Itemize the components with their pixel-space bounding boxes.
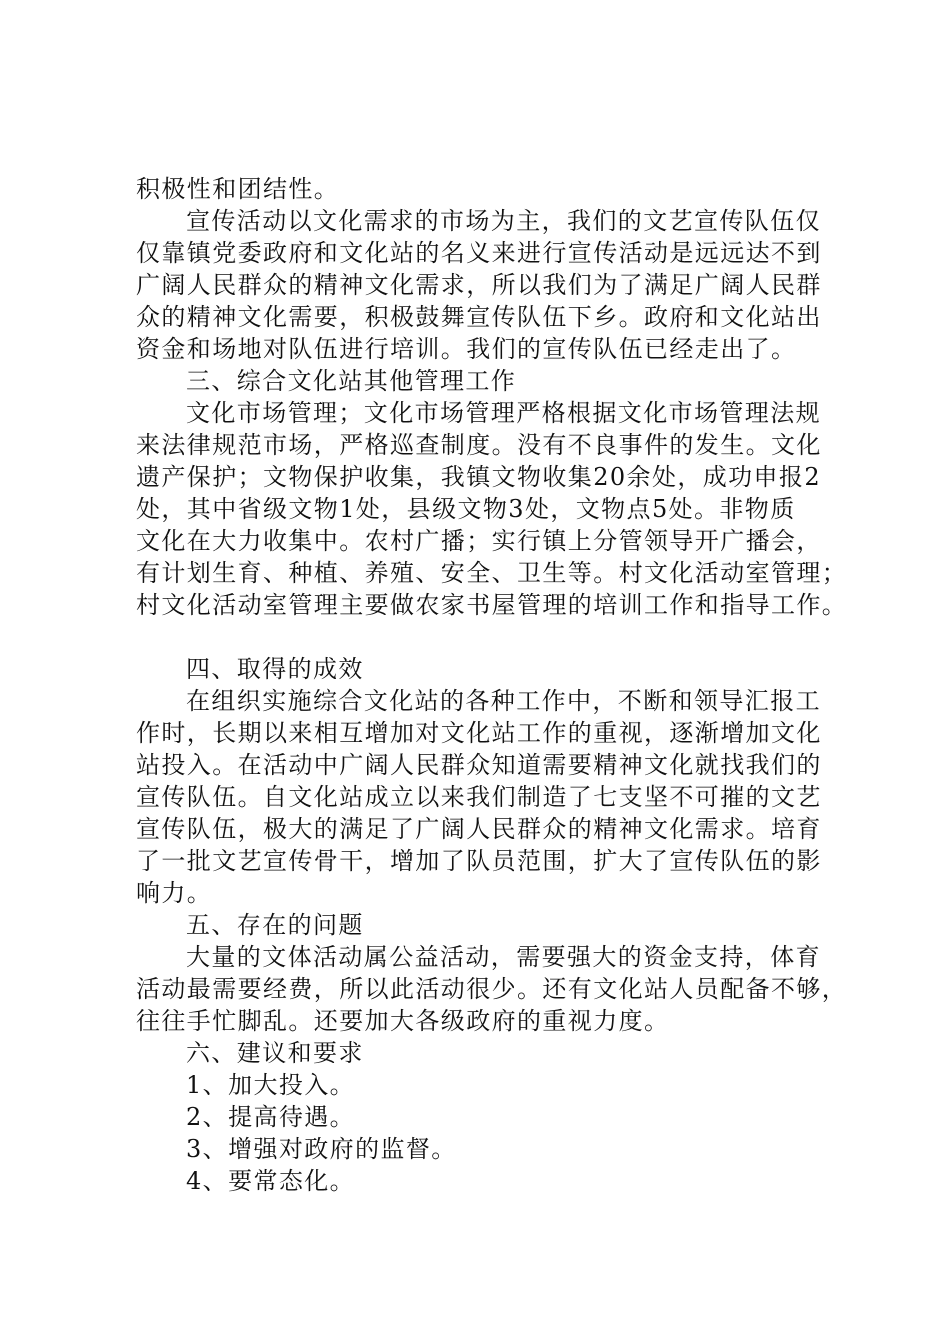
body-text-line: 宣传队伍。自文化站成立以来我们制造了七支坚不可摧的文艺 [136,783,822,811]
body-text-line: 广阔人民群众的精神文化需求，所以我们为了满足广阔人民群 [136,271,822,299]
section-heading-3: 三、综合文化站其他管理工作 [186,367,517,395]
body-text-line: 众的精神文化需要，积极鼓舞宣传队伍下乡。政府和文化站出 [136,303,822,331]
paragraph-first-line: 文化市场管理；文化市场管理严格根据文化市场管理法规 [186,399,821,427]
body-text-line: 村文化活动室管理主要做农家书屋管理的培训工作和指导工作。 [136,591,848,619]
body-text-line: 作时，长期以来相互增加对文化站工作的重视，逐渐增加文化 [136,719,822,747]
list-item: 2、提高待遇。 [186,1103,356,1131]
body-text-line: 站投入。在活动中广阔人民群众知道需要精神文化就找我们的 [136,751,822,779]
body-text-line: 积极性和团结性。 [136,175,340,203]
body-text-line: 有计划生育、种植、养殖、安全、卫生等。村文化活动室管理； [136,559,848,587]
paragraph-first-line: 在组织实施综合文化站的各种工作中，不断和领导汇报工 [186,687,821,715]
body-text-line: 仅靠镇党委政府和文化站的名义来进行宣传活动是远远达不到 [136,239,822,267]
section-heading-4: 四、取得的成效 [186,655,364,683]
paragraph-first-line: 大量的文体活动属公益活动，需要强大的资金支持，体育 [186,943,821,971]
paragraph-first-line: 宣传活动以文化需求的市场为主，我们的文艺宣传队伍仅 [186,207,821,235]
body-text-line: 活动最需要经费，所以此活动很少。还有文化站人员配备不够， [136,975,848,1003]
list-item: 1、加大投入。 [186,1071,356,1099]
body-text-line: 往往手忙脚乱。还要加大各级政府的重视力度。 [136,1007,670,1035]
body-text-line: 响力。 [136,879,213,907]
body-text-line: 文化在大力收集中。农村广播；实行镇上分管领导开广播会， [136,527,822,555]
body-text-line: 了一批文艺宣传骨干，增加了队员范围，扩大了宣传队伍的影 [136,847,822,875]
section-heading-5: 五、存在的问题 [186,911,364,939]
body-text-line: 来法律规范市场，严格巡查制度。没有不良事件的发生。文化 [136,431,822,459]
body-text-line: 资金和场地对队伍进行培训。我们的宣传队伍已经走出了。 [136,335,797,363]
list-item: 4、要常态化。 [186,1167,356,1195]
body-text-line: 遗产保护；文物保护收集，我镇文物收集20余处，成功申报2 [136,463,822,491]
body-text-line: 处，其中省级文物1处，县级文物3处，文物点5处。非物质 [136,495,796,523]
body-text-line: 宣传队伍，极大的满足了广阔人民群众的精神文化需求。培育 [136,815,822,843]
section-heading-6: 六、建议和要求 [186,1039,364,1067]
list-item: 3、增强对政府的监督。 [186,1135,457,1163]
